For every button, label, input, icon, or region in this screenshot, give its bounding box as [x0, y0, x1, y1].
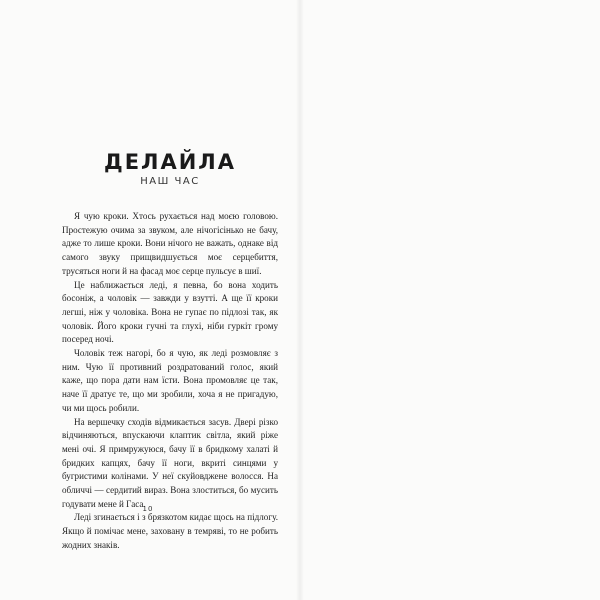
chapter-subtitle: НАШ ЧАС: [140, 176, 200, 187]
page-number-left: 10: [142, 505, 154, 513]
chapter-title: ДЕЛАЙЛА: [103, 150, 236, 174]
paragraph: Леді згинається і з брязкотом кидає щось на підлогу. Якщо й помічає мене, заховану в темряві, то не робить жодних знаків.: [62, 512, 278, 550]
paragraph: Чоловік теж нагорі, бо я чую, як леді розмовляє з ним. Чую її противний роздратований голос, який каже, що пора дати нам їсти. Вона промовляє це так, наче її дратує те, що ми зробили, хоча я не пригадую, чи ми щось робили.: [62, 348, 278, 413]
right-page: [300, 0, 600, 600]
paragraph: Це наближається леді, я певна, бо вона ходить босоніж, а чоловік — завжди у взутті. А ще її кроки легші, ніж у чоловіка. Вона не гупає по підлозі так, як чоловік. Його кроки гучні та глухі, ніби гуркіт грому посеред ночі.: [62, 279, 278, 345]
paragraph: На вершечку сходів відмикається засув. Двері різко відчиняються, впускаючи клаптик світла, який ріже мені очі. Я примружуюся, бачу її в бридкому халаті й бридких капцях, бачу її ноги, вкриті синцями у бугристими колінами. У неї скуйовджене волосся. На обличчі — сердитий вираз. Вона злоститься, бо мусить годувати мене й Гаса.: [62, 416, 278, 509]
left-page-body: [62, 210, 278, 553]
paragraph: Я чую кроки. Хтось рухається над моєю головою. Простежую очима за звуком, але нічогісінько не бачу, адже то лише кроки. Вони нічого не важать, однаке від самого звуку прищвидшується моє серцебиття, трусяться ноги й на фасад моє серце пульсує в шиї.: [62, 211, 278, 276]
